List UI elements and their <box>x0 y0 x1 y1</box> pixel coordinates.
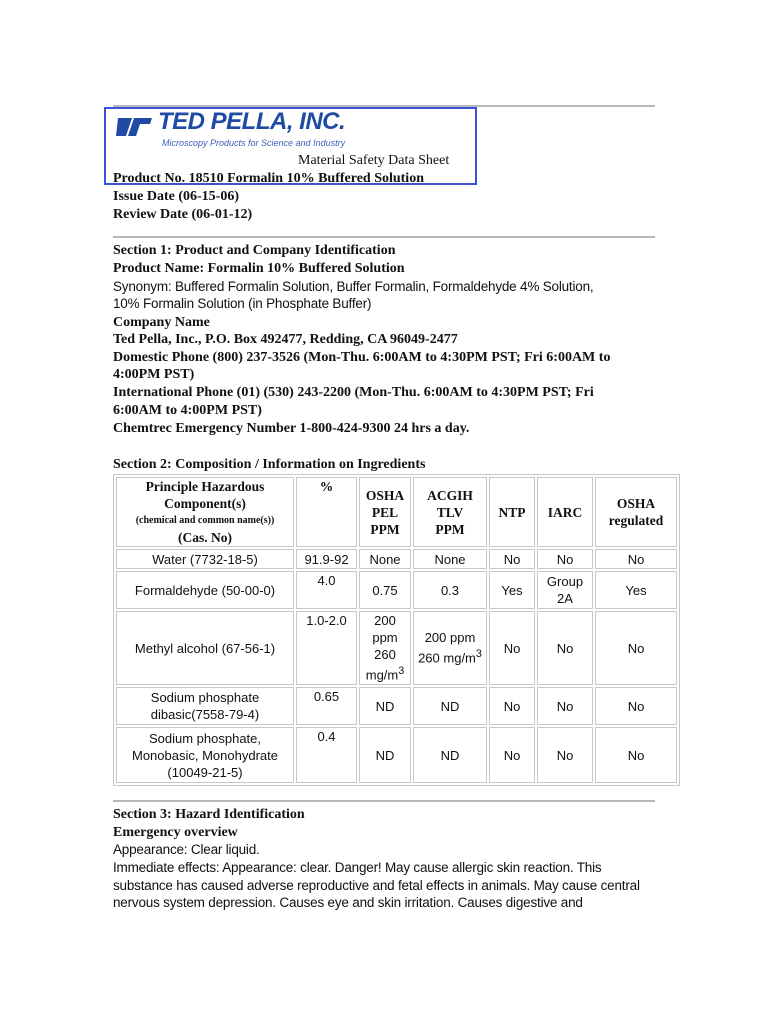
synonym-line-2: 10% Formalin Solution (in Phosphate Buffer) <box>113 296 372 311</box>
header-osha-pel: OSHA PEL PPM <box>359 477 411 547</box>
synonym-line-1: Synonym: Buffered Formalin Solution, Buffer Formalin, Formaldehyde 4% Solution, <box>113 279 594 294</box>
section2-title: Section 2: Composition / Information on Ingredients <box>113 457 426 472</box>
company-address: Ted Pella, Inc., P.O. Box 492477, Redding, CA 96049-2477 <box>113 332 458 347</box>
company-logo-text: TED PELLA, INC. <box>158 108 346 135</box>
product-number: Product No. 18510 Formalin 10% Buffered Solution <box>113 171 424 186</box>
appearance: Appearance: Clear liquid. <box>113 842 260 857</box>
table-row: Water (7732-18-5) 91.9-92 None None No No No <box>116 549 677 569</box>
header-percent: % <box>296 477 357 547</box>
table-row: Sodium phosphate dibasic(7558-79-4) 0.65 ND ND No No No <box>116 687 677 725</box>
company-label: Company Name <box>113 315 210 330</box>
ingredients-table <box>113 474 680 786</box>
issue-date: Issue Date (06-15-06) <box>113 189 239 204</box>
chemtrec-number: Chemtrec Emergency Number 1-800-424-9300 24 hrs a day. <box>113 421 470 436</box>
table-row: Methyl alcohol (67-56-1) 1.0-2.0 200 ppm 260 $mg/m^3$ 200 ppm 260 $mg/m^3$ No No No <box>116 611 677 685</box>
domestic-phone-2: 4:00PM PST) <box>113 367 195 382</box>
header-acgih: ACGIH TLV PPM <box>413 477 487 547</box>
table-row: Sodium phosphate, Monobasic, Monohydrate (10049-21-5) 0.4 ND ND No No No <box>116 727 677 783</box>
effects-line-2: substance has caused adverse reproductive and fetal effects in animals. May cause central <box>113 878 640 893</box>
header-ntp: NTP <box>489 477 535 547</box>
header-iarc: IARC <box>537 477 593 547</box>
section3-title: Section 3: Hazard Identification <box>113 807 305 822</box>
intl-phone-1: International Phone (01) (530) 243-2200 (Mon-Thu. 6:00AM to 4:30PM PST; Fri <box>113 385 594 400</box>
msds-title: Material Safety Data Sheet <box>298 153 450 168</box>
effects-line-1: Immediate effects: Appearance: clear. Danger! May cause allergic skin reaction. This <box>113 860 602 875</box>
review-date: Review Date (06-01-12) <box>113 207 253 222</box>
company-tagline: Microscopy Products for Science and Industry <box>162 138 346 148</box>
header-component: Principle Hazardous Component(s) (chemical and common name(s)) (Cas. No) <box>116 477 294 547</box>
table-header-row <box>116 477 677 547</box>
intl-phone-2: 6:00AM to 4:00PM PST) <box>113 403 262 418</box>
effects-line-3: nervous system depression. Causes eye and skin irritation. Causes digestive and <box>113 895 583 910</box>
section-rule <box>113 800 655 802</box>
emergency-overview: Emergency overview <box>113 825 238 840</box>
ted-pella-logo-icon <box>114 114 154 140</box>
section-rule <box>113 236 655 238</box>
domestic-phone-1: Domestic Phone (800) 237-3526 (Mon-Thu. 6:00AM to 4:30PM PST; Fri 6:00AM to <box>113 350 611 365</box>
product-name: Product Name: Formalin 10% Buffered Solution <box>113 261 405 276</box>
header-osha-regulated: OSHA regulated <box>595 477 677 547</box>
table-row: Formaldehyde (50-00-0) 4.0 0.75 0.3 Yes Group 2A Yes <box>116 571 677 609</box>
section1-title: Section 1: Product and Company Identification <box>113 243 396 258</box>
